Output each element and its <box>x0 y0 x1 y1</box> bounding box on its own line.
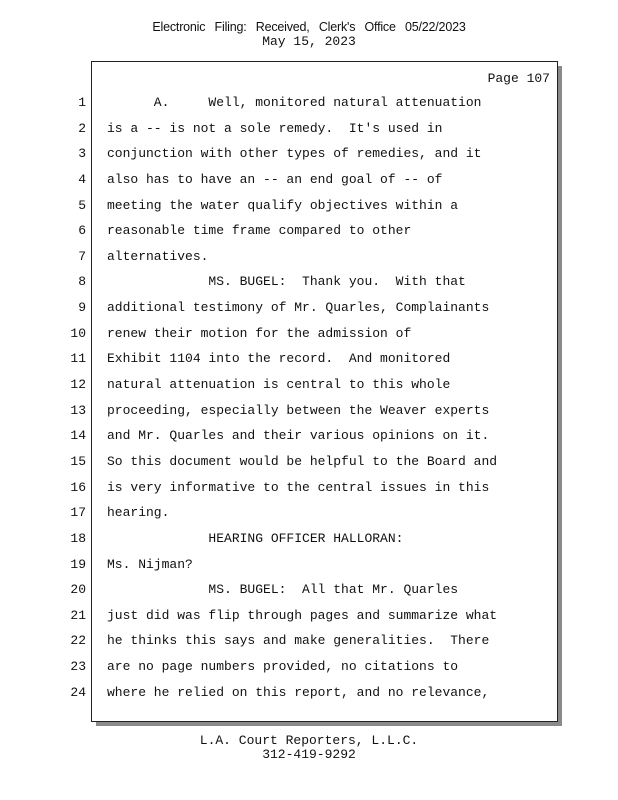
transcript-line <box>0 628 618 654</box>
line-number: 14 <box>70 428 86 444</box>
transcript-line <box>0 398 618 424</box>
line-text: natural attenuation is central to this whole <box>107 377 451 393</box>
line-number: 6 <box>78 223 86 239</box>
transcript-line <box>0 372 618 398</box>
line-text: HEARING OFFICER HALLORAN: <box>107 530 404 546</box>
line-text: alternatives. <box>107 248 209 264</box>
transcript-line <box>0 475 618 501</box>
line-number: 5 <box>78 197 86 213</box>
line-text: is a -- is not a sole remedy. It's used in <box>107 120 443 136</box>
line-number: 22 <box>70 633 86 649</box>
transcript-line <box>0 269 618 295</box>
line-number: 11 <box>70 351 86 367</box>
line-number: 12 <box>70 377 86 393</box>
line-number: 2 <box>78 120 86 136</box>
electronic-filing-stamp: Electronic Filing: Received, Clerk's Office 05/22/2023 <box>152 20 466 34</box>
line-text: he thinks this says and make generalities. There <box>107 633 490 649</box>
line-text: hearing. <box>107 505 170 521</box>
line-text: additional testimony of Mr. Quarles, Complainants <box>107 300 490 316</box>
transcript-line <box>0 552 618 578</box>
line-text: also has to have an -- an end goal of -- of <box>107 171 443 187</box>
line-text: are no page numbers provided, no citations to <box>107 659 459 675</box>
transcript-line <box>0 321 618 347</box>
transcript-line <box>0 167 618 193</box>
transcript-line <box>0 244 618 270</box>
line-text: MS. BUGEL: All that Mr. Quarles <box>107 582 459 598</box>
transcript-line <box>0 680 618 706</box>
line-number: 7 <box>78 248 86 264</box>
transcript-date: May 15, 2023 <box>262 34 356 49</box>
court-reporter-company: L.A. Court Reporters, L.L.C. <box>199 733 419 748</box>
line-number: 10 <box>70 325 86 341</box>
transcript-line <box>0 654 618 680</box>
line-number: 20 <box>70 582 86 598</box>
line-number: 4 <box>78 171 86 187</box>
line-text: So this document would be helpful to the Board and <box>107 453 498 469</box>
line-number: 24 <box>70 684 86 700</box>
transcript-line <box>0 603 618 629</box>
line-text: meeting the water qualify objectives within a <box>107 197 459 213</box>
line-number: 9 <box>78 300 86 316</box>
line-text: just did was flip through pages and summarize what <box>107 607 498 623</box>
line-text: A. Well, monitored natural attenuation <box>107 95 482 110</box>
line-number: 21 <box>70 607 86 623</box>
transcript-line <box>0 526 618 552</box>
line-text: conjunction with other types of remedies, and it <box>107 146 482 162</box>
line-text: reasonable time frame compared to other <box>107 223 412 239</box>
line-text: Exhibit 1104 into the record. And monitored <box>107 351 451 367</box>
transcript-line <box>0 295 618 321</box>
line-number: 18 <box>70 530 86 546</box>
line-number: 8 <box>78 274 86 290</box>
line-text: where he relied on this report, and no relevance, <box>107 684 490 700</box>
line-text: proceeding, especially between the Weaver experts <box>107 402 490 418</box>
transcript-line <box>0 218 618 244</box>
line-number: 19 <box>70 556 86 572</box>
line-text: MS. BUGEL: Thank you. With that <box>107 274 466 290</box>
line-number: 3 <box>78 146 86 162</box>
line-number: 15 <box>70 453 86 469</box>
transcript-line <box>0 577 618 603</box>
transcript-line <box>0 346 618 372</box>
transcript-line <box>0 90 618 116</box>
court-reporter-phone: 312-419-9292 <box>262 747 356 762</box>
transcript-lines <box>0 90 618 705</box>
line-number: 17 <box>70 505 86 521</box>
line-number: 23 <box>70 659 86 675</box>
line-number: 1 <box>78 95 86 110</box>
page-number: Page 107 <box>487 71 550 86</box>
transcript-line <box>0 500 618 526</box>
line-number: 16 <box>70 479 86 495</box>
transcript-line <box>0 423 618 449</box>
line-text: is very informative to the central issues in this <box>107 479 490 495</box>
line-text: renew their motion for the admission of <box>107 325 412 341</box>
transcript-line <box>0 449 618 475</box>
line-number: 13 <box>70 402 86 418</box>
transcript-line <box>0 116 618 142</box>
transcript-line <box>0 193 618 219</box>
transcript-line <box>0 141 618 167</box>
line-text: and Mr. Quarles and their various opinions on it. <box>107 428 490 444</box>
line-text: Ms. Nijman? <box>107 556 193 572</box>
